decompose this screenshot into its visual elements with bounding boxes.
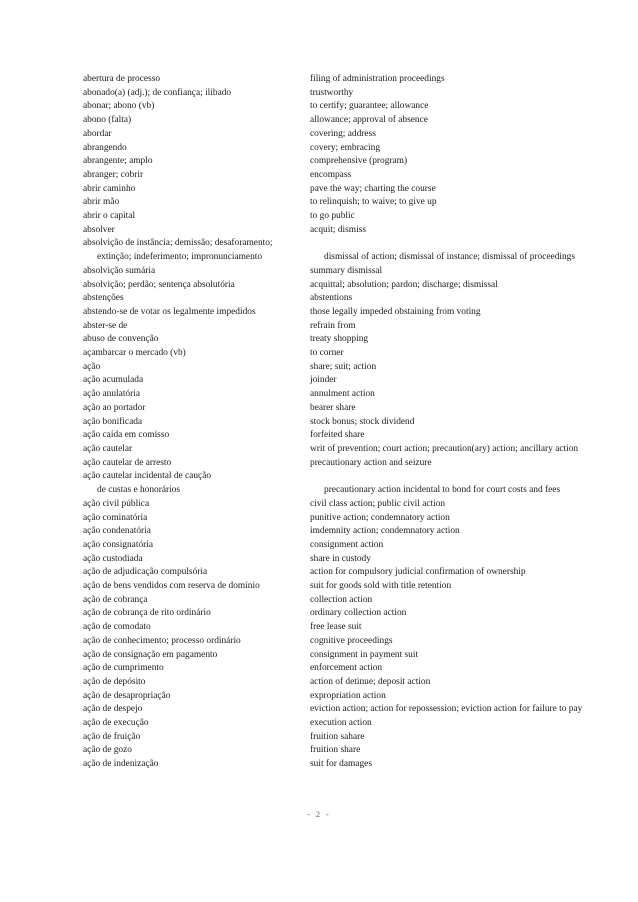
english-translation: stock bonus; stock dividend	[310, 416, 415, 427]
english-translation: writ of prevention; court action; precaution(ary) action; ancillary action	[310, 443, 579, 454]
glossary-entry	[83, 525, 603, 539]
glossary-entry	[83, 416, 603, 430]
glossary-entry	[83, 114, 603, 128]
portuguese-term: extinção; indeferimento; impronunciamento	[97, 252, 263, 263]
glossary-entry	[83, 594, 603, 608]
english-translation: dismissal of action; dismissal of instance; dismissal of proceedings	[324, 252, 576, 263]
glossary-entry	[83, 731, 603, 745]
portuguese-term: abrir o capital	[83, 211, 136, 222]
portuguese-term: abonado(a) (adj.); de confiança; ilibado	[83, 87, 232, 98]
portuguese-term: abstendo-se de votar os legalmente impedidos	[83, 306, 256, 317]
portuguese-term: ação de conhecimento; processo ordinário	[83, 635, 241, 646]
glossary-list	[83, 73, 603, 772]
english-translation: free lease suit	[310, 622, 362, 633]
portuguese-term: ação de cumprimento	[83, 663, 164, 674]
english-translation: civil class action; public civil action	[310, 498, 446, 509]
english-translation: collection action	[310, 594, 373, 605]
portuguese-term: ação de desapropriação	[83, 690, 171, 701]
portuguese-term: abranger; cobrir	[83, 169, 144, 180]
portuguese-term: absolvição sumária	[83, 265, 156, 276]
portuguese-term: açambarcar o mercado (vb)	[83, 348, 186, 359]
glossary-entry	[83, 676, 603, 690]
glossary-entry	[83, 169, 603, 183]
portuguese-term: ação consignatória	[83, 539, 154, 550]
glossary-entry	[83, 128, 603, 142]
portuguese-term: ação de depósito	[83, 676, 146, 687]
glossary-entry	[83, 292, 603, 306]
portuguese-term: ação de cobrança	[83, 594, 148, 605]
english-translation	[310, 237, 603, 251]
portuguese-term: ação de fruição	[83, 731, 141, 742]
glossary-entry	[83, 744, 603, 758]
english-translation: suit for goods sold with title retention	[310, 581, 452, 592]
portuguese-term: abster-se de	[83, 320, 128, 331]
english-translation: trustworthy	[310, 87, 354, 98]
english-translation: treaty shopping	[310, 334, 369, 345]
glossary-entry	[83, 183, 603, 197]
glossary-entry	[83, 512, 603, 526]
portuguese-term: absolvição de instância; demissão; desaforamento;	[83, 238, 273, 249]
glossary-entry	[83, 402, 603, 416]
english-translation: fruition share	[310, 745, 361, 756]
glossary-entry	[83, 320, 603, 334]
glossary-entry	[83, 498, 603, 512]
glossary-entry	[83, 87, 603, 101]
glossary-entry	[83, 100, 603, 114]
glossary-entry	[83, 635, 603, 649]
english-translation: imdemnity action; condemnatory action	[310, 526, 460, 537]
english-translation: action for compulsory judicial confirmation of ownership	[310, 567, 526, 578]
portuguese-term: ação de cobrança de rito ordinário	[83, 608, 211, 619]
glossary-entry	[83, 306, 603, 320]
portuguese-term: abordar	[83, 128, 112, 139]
glossary-entry	[83, 265, 603, 279]
english-translation: eviction action; action for repossession; eviction action for failure to pay	[310, 704, 583, 715]
portuguese-term: ação de bens vendidos com reserva de domínio	[83, 581, 260, 592]
english-translation: share; suit; action	[310, 361, 377, 372]
glossary-entry	[83, 758, 603, 772]
glossary-entry	[83, 251, 603, 265]
english-translation: consignment in payment suit	[310, 649, 419, 660]
glossary-entry	[83, 566, 603, 580]
english-translation: action of detinue; deposit action	[310, 676, 431, 687]
english-translation: joinder	[310, 375, 337, 386]
portuguese-term: ação acumulada	[83, 375, 144, 386]
portuguese-term: ação caída em comisso	[83, 430, 170, 441]
english-translation: acquit; dismiss	[310, 224, 366, 235]
portuguese-term: ação de adjudicação compulsória	[83, 567, 208, 578]
glossary-entry	[83, 649, 603, 663]
english-translation	[310, 470, 603, 484]
glossary-entry	[83, 196, 603, 210]
portuguese-term: ação cautelar	[83, 443, 133, 454]
english-translation: allowance; approval of absence	[310, 115, 428, 126]
portuguese-term: ação civil pública	[83, 498, 150, 509]
english-translation: abstentions	[310, 293, 353, 304]
glossary-entry	[83, 690, 603, 704]
portuguese-term: ação de indenização	[83, 759, 159, 770]
glossary-entry	[83, 484, 603, 498]
english-translation: expropriation action	[310, 690, 386, 701]
english-translation: covery; embracing	[310, 142, 381, 153]
english-translation: forfeited share	[310, 430, 365, 441]
portuguese-term: ação bonificada	[83, 416, 143, 427]
portuguese-term: ação ao portador	[83, 402, 146, 413]
glossary-entry	[83, 73, 603, 87]
english-translation: comprehensive (program)	[310, 156, 408, 167]
portuguese-term: ação cominatória	[83, 512, 148, 523]
glossary-entry	[83, 374, 603, 388]
glossary-entry	[83, 429, 603, 443]
portuguese-term: ação de despejo	[83, 704, 143, 715]
portuguese-term: absolvição; perdão; sentença absolutória	[83, 279, 235, 290]
english-translation: to relinquish; to waive; to give up	[310, 197, 437, 208]
glossary-entry	[83, 470, 603, 484]
portuguese-term: abono (falta)	[83, 115, 132, 126]
glossary-entry	[83, 388, 603, 402]
english-translation: precautionary action incidental to bond for court costs and fees	[324, 485, 561, 496]
english-translation: bearer share	[310, 402, 356, 413]
english-translation: covering; address	[310, 128, 376, 139]
glossary-entry	[83, 703, 603, 717]
english-translation: precautionary action and seizure	[310, 457, 432, 468]
english-translation: to certify; guarantee; allowance	[310, 101, 429, 112]
glossary-entry	[83, 224, 603, 238]
portuguese-term: abstenções	[83, 293, 124, 304]
portuguese-term: abertura de processo	[83, 74, 161, 84]
portuguese-term: ação de gozo	[83, 745, 132, 756]
glossary-entry	[83, 333, 603, 347]
english-translation: acquittal; absolution; pardon; discharge; dismissal	[310, 279, 498, 290]
english-translation: punitive action; condemnatory action	[310, 512, 450, 523]
english-translation: fruition sahare	[310, 731, 365, 742]
english-translation: enforcement action	[310, 663, 383, 674]
portuguese-term: ação cautelar de arresto	[83, 457, 172, 468]
portuguese-term: ação	[83, 361, 101, 372]
portuguese-term: absolver	[83, 224, 115, 235]
glossary-entry	[83, 717, 603, 731]
glossary-entry	[83, 553, 603, 567]
portuguese-term: ação anulatória	[83, 389, 140, 400]
english-translation: pave the way; charting the course	[310, 183, 436, 194]
glossary-entry	[83, 361, 603, 375]
english-translation: refrain from	[310, 320, 356, 331]
portuguese-term: abrangente; amplo	[83, 156, 153, 167]
english-translation: suit for damages	[310, 759, 372, 770]
portuguese-term: ação condenatória	[83, 526, 151, 537]
glossary-entry	[83, 142, 603, 156]
english-translation: those legally impeded obstaining from voting	[310, 306, 481, 317]
portuguese-term: ação de consignação em pagamento	[83, 649, 218, 660]
glossary-entry	[83, 443, 603, 457]
portuguese-term: ação custodiada	[83, 553, 143, 564]
glossary-entry	[83, 210, 603, 224]
english-translation: share in custody	[310, 553, 371, 564]
portuguese-term: ação de comodato	[83, 622, 151, 633]
portuguese-term: de custas e honorários	[97, 485, 181, 496]
portuguese-term: ação de execução	[83, 718, 149, 729]
glossary-entry	[83, 662, 603, 676]
english-translation: annulment action	[310, 389, 375, 400]
english-translation: consignment action	[310, 539, 384, 550]
glossary-entry	[83, 457, 603, 471]
portuguese-term: abuso de convenção	[83, 334, 159, 345]
english-translation: filing of administration proceedings	[310, 74, 445, 84]
portuguese-term: abonar; abono (vb)	[83, 101, 155, 112]
english-translation: ordinary collection action	[310, 608, 407, 619]
portuguese-term: abrir caminho	[83, 183, 136, 194]
english-translation: cognitive proceedings	[310, 635, 393, 646]
english-translation: to corner	[310, 348, 344, 359]
portuguese-term: ação cautelar incidental de caução	[83, 471, 212, 482]
english-translation: execution action	[310, 718, 372, 729]
english-translation: encompass	[310, 169, 352, 180]
portuguese-term: abrir mão	[83, 197, 120, 208]
english-translation: summary dismissal	[310, 265, 383, 276]
glossary-entry	[83, 155, 603, 169]
glossary-entry	[83, 621, 603, 635]
glossary-entry	[83, 237, 603, 251]
glossary-entry	[83, 539, 603, 553]
glossary-entry	[83, 580, 603, 594]
page-number: - 2 -	[307, 810, 331, 819]
portuguese-term: abrangendo	[83, 142, 127, 153]
glossary-entry	[83, 347, 603, 361]
english-translation: to go public	[310, 211, 355, 222]
glossary-entry	[83, 607, 603, 621]
glossary-entry	[83, 279, 603, 293]
